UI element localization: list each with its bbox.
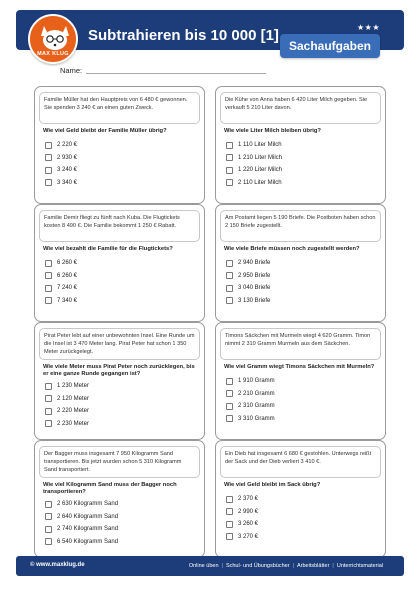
checkbox[interactable] bbox=[45, 420, 52, 427]
answer-option[interactable] bbox=[226, 518, 385, 531]
answer-option[interactable] bbox=[226, 152, 385, 165]
task-card bbox=[215, 322, 386, 440]
answer-label: 2 310 Gramm bbox=[238, 403, 275, 410]
task-question: Wie viel Geld bleibt der Familie Müller übrig? bbox=[43, 128, 167, 134]
answer-option[interactable] bbox=[45, 380, 204, 393]
answer-label: 2 210 Gramm bbox=[238, 390, 275, 397]
answer-options bbox=[226, 493, 385, 543]
answer-label: 3 040 Briefe bbox=[238, 285, 271, 292]
checkbox[interactable] bbox=[45, 260, 52, 267]
page-title: Subtrahieren bis 10 000 [1] bbox=[88, 27, 279, 44]
footer-bar bbox=[16, 556, 404, 576]
answer-label: 2 370 € bbox=[238, 496, 259, 503]
checkbox[interactable] bbox=[45, 513, 52, 520]
task-card bbox=[215, 86, 386, 204]
task-story: Ein Dieb hat insgesamt 6 680 € gestohlen. Unterwegs reißt der Sack und der Dieb verliert 3 410 €. bbox=[220, 446, 381, 478]
category-badge: Sachaufgaben bbox=[280, 34, 380, 58]
answer-option[interactable] bbox=[226, 295, 385, 308]
task-question: Wie viele Meter muss Pirat Peter noch zurücklegen, bis er eine ganze Runde gegangen ist? bbox=[43, 364, 195, 377]
task-card bbox=[34, 440, 205, 558]
answer-option[interactable] bbox=[45, 139, 204, 152]
checkbox[interactable] bbox=[226, 378, 233, 385]
checkbox[interactable] bbox=[45, 179, 52, 186]
answer-label: 3 270 € bbox=[238, 533, 259, 540]
task-story: Familie Müller hat den Hauptpreis von 6 480 € gewonnen. Sie spenden 3 240 € an einen guten Zweck. bbox=[39, 92, 200, 124]
answer-label: 2 220 Meter bbox=[57, 408, 90, 415]
checkbox[interactable] bbox=[45, 167, 52, 174]
answer-option[interactable] bbox=[226, 506, 385, 519]
answer-option[interactable] bbox=[45, 418, 204, 431]
answer-label: 3 130 Briefe bbox=[238, 297, 271, 304]
answer-label: 2 640 Kilogramm Sand bbox=[57, 513, 119, 520]
answer-option[interactable] bbox=[45, 164, 204, 177]
logo-text: MAX KLUG bbox=[37, 51, 69, 57]
answer-label: 6 540 Kilogramm Sand bbox=[57, 538, 119, 545]
task-story: Die Kühe von Anna haben 6 420 Liter Milch gegeben. Sie verkauft 5 210 Liter davon. bbox=[220, 92, 381, 124]
answer-option[interactable] bbox=[226, 413, 385, 426]
checkbox[interactable] bbox=[226, 260, 233, 267]
answer-label: 7 340 € bbox=[57, 297, 78, 304]
answer-label: 3 310 Gramm bbox=[238, 415, 275, 422]
name-label: Name: bbox=[60, 66, 83, 75]
footer-copyright[interactable]: © www.maxklug.de bbox=[30, 562, 85, 568]
task-story: Am Postamt liegen 5 190 Briefe. Die Postboten haben schon 2 150 Briefe zugestellt. bbox=[220, 210, 381, 242]
footer-link-books[interactable]: Schul- und Übungsbücher bbox=[225, 562, 290, 569]
answer-options bbox=[45, 139, 204, 189]
answer-option[interactable] bbox=[226, 270, 385, 283]
footer-links bbox=[186, 563, 386, 569]
answer-label: 2 230 Meter bbox=[57, 420, 90, 427]
answer-label: 2 120 Meter bbox=[57, 395, 90, 402]
answer-option[interactable] bbox=[45, 405, 204, 418]
answer-option[interactable] bbox=[45, 393, 204, 406]
answer-option[interactable] bbox=[45, 152, 204, 165]
checkbox[interactable] bbox=[226, 390, 233, 397]
task-card bbox=[215, 204, 386, 322]
answer-options bbox=[226, 375, 385, 425]
footer-separator: | bbox=[221, 562, 223, 569]
answer-label: 7 240 € bbox=[57, 285, 78, 292]
answer-option[interactable] bbox=[45, 536, 204, 549]
answer-label: 1 210 Liter Milch bbox=[238, 154, 283, 161]
answer-options bbox=[45, 498, 204, 548]
answer-option[interactable] bbox=[45, 177, 204, 190]
checkbox[interactable] bbox=[226, 496, 233, 503]
task-card bbox=[215, 440, 386, 558]
checkbox[interactable] bbox=[226, 297, 233, 304]
answer-label: 3 260 € bbox=[238, 521, 259, 528]
checkbox[interactable] bbox=[45, 297, 52, 304]
task-story: Familie Demir fliegt zu fünft nach Kuba. Die Flugtickets kosten 8 490 €. Die Familie bekommt 1 250 € Rabatt. bbox=[39, 210, 200, 242]
checkbox[interactable] bbox=[45, 538, 52, 545]
checkbox[interactable] bbox=[45, 142, 52, 149]
checkbox[interactable] bbox=[226, 154, 233, 161]
checkbox[interactable] bbox=[45, 272, 52, 279]
answer-option[interactable] bbox=[226, 177, 385, 190]
answer-option[interactable] bbox=[45, 511, 204, 524]
answer-label: 2 930 € bbox=[57, 154, 78, 161]
checkbox[interactable] bbox=[45, 501, 52, 508]
difficulty-stars: ★★★ bbox=[356, 23, 380, 32]
task-card bbox=[34, 322, 205, 440]
answer-label: 2 630 Kilogramm Sand bbox=[57, 501, 119, 508]
answer-label: 2 940 Briefe bbox=[238, 260, 271, 267]
footer-link-online[interactable]: Online üben bbox=[188, 562, 219, 569]
answer-label: 1 110 Liter Milch bbox=[238, 142, 282, 149]
maxklug-logo bbox=[28, 14, 78, 64]
answer-option[interactable] bbox=[226, 531, 385, 544]
task-question: Wie viel bezahlt die Familie für die Flugtickets? bbox=[43, 246, 173, 252]
fox-icon bbox=[30, 16, 80, 66]
answer-label: 2 990 € bbox=[238, 508, 259, 515]
answer-options bbox=[45, 380, 204, 430]
answer-label: 6 260 € bbox=[57, 260, 78, 267]
answer-label: 3 240 € bbox=[57, 167, 78, 174]
answer-option[interactable] bbox=[226, 493, 385, 506]
task-question: Wie viel Kilogramm Sand muss der Bagger noch transportieren? bbox=[43, 482, 177, 495]
checkbox[interactable] bbox=[226, 508, 233, 515]
task-question: Wie viel Gramm wiegt Timons Säckchen mit Murmeln? bbox=[224, 364, 375, 370]
checkbox[interactable] bbox=[45, 526, 52, 533]
footer-separator: | bbox=[332, 562, 334, 569]
answer-option[interactable] bbox=[45, 270, 204, 283]
answer-label: 2 740 Kilogramm Sand bbox=[57, 526, 119, 533]
task-story: Der Bagger muss insgesamt 7 950 Kilogramm Sand transportieren. Bis jetzt wurden schon 5 310 Kilogramm Sand transportiert. bbox=[39, 446, 200, 478]
checkbox[interactable] bbox=[45, 285, 52, 292]
answer-option[interactable] bbox=[45, 257, 204, 270]
answer-options bbox=[45, 257, 204, 307]
task-story: Timons Säckchen mit Murmeln wiegt 4 620 Gramm. Timon nimmt 2 310 Gramm Murmeln aus dem Säckchen. bbox=[220, 328, 381, 360]
footer-separator: | bbox=[292, 562, 294, 569]
answer-label: 1 230 Meter bbox=[57, 383, 90, 390]
answer-label: 2 220 € bbox=[57, 142, 78, 149]
answer-option[interactable] bbox=[226, 164, 385, 177]
task-question: Wie viele Briefe müssen noch zugestellt werden? bbox=[224, 246, 360, 252]
checkbox[interactable] bbox=[226, 403, 233, 410]
answer-option[interactable] bbox=[226, 388, 385, 401]
checkbox[interactable] bbox=[226, 272, 233, 279]
answer-option[interactable] bbox=[226, 375, 385, 388]
checkbox[interactable] bbox=[45, 395, 52, 402]
answer-options bbox=[226, 257, 385, 307]
answer-label: 2 110 Liter Milch bbox=[238, 179, 282, 186]
checkbox[interactable] bbox=[226, 285, 233, 292]
answer-option[interactable] bbox=[45, 282, 204, 295]
answer-label: 2 950 Briefe bbox=[238, 272, 271, 279]
answer-label: 6 260 € bbox=[57, 272, 78, 279]
checkbox[interactable] bbox=[226, 533, 233, 540]
answer-option[interactable] bbox=[45, 498, 204, 511]
answer-label: 1 910 Gramm bbox=[238, 378, 275, 385]
task-question: Wie viel Geld bleibt im Sack übrig? bbox=[224, 482, 321, 488]
task-story: Pirat Peter lebt auf einer unbewohnten Insel. Eine Runde um die Insel ist 3 470 Meter lang. Pirat Peter hat schon 1 350 Meter zurückgelegt. bbox=[39, 328, 200, 360]
answer-option[interactable] bbox=[226, 282, 385, 295]
answer-label: 1 220 Liter Milch bbox=[238, 167, 283, 174]
answer-options bbox=[226, 139, 385, 189]
footer-link-worksheets[interactable]: Arbeitsblätter bbox=[297, 562, 330, 569]
name-line[interactable] bbox=[86, 73, 266, 74]
answer-option[interactable] bbox=[45, 523, 204, 536]
task-card bbox=[34, 86, 205, 204]
checkbox[interactable] bbox=[45, 408, 52, 415]
answer-option[interactable] bbox=[226, 139, 385, 152]
answer-option[interactable] bbox=[226, 400, 385, 413]
answer-option[interactable] bbox=[45, 295, 204, 308]
footer-link-material[interactable]: Unterrichtsmaterial bbox=[336, 562, 383, 569]
checkbox[interactable] bbox=[45, 154, 52, 161]
checkbox[interactable] bbox=[226, 167, 233, 174]
answer-option[interactable] bbox=[226, 257, 385, 270]
checkbox[interactable] bbox=[226, 179, 233, 186]
checkbox[interactable] bbox=[45, 383, 52, 390]
answer-label: 3 340 € bbox=[57, 179, 78, 186]
checkbox[interactable] bbox=[226, 521, 233, 528]
checkbox[interactable] bbox=[226, 142, 233, 149]
checkbox[interactable] bbox=[226, 415, 233, 422]
task-question: Wie viele Liter Milch bleiben übrig? bbox=[224, 128, 321, 134]
task-card bbox=[34, 204, 205, 322]
